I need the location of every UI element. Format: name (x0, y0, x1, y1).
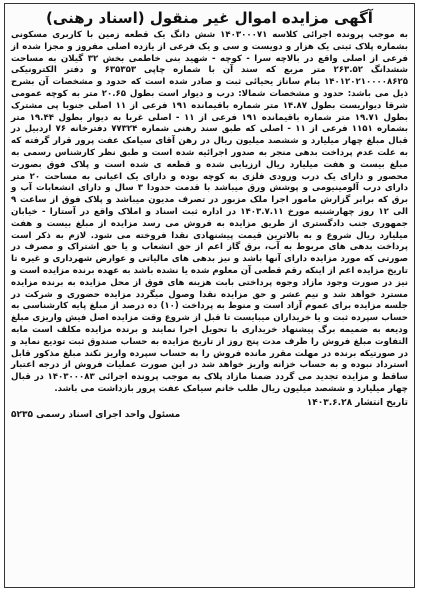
publish-date: تاریخ انتشار ۱۴۰۳.۶.۲۸ (306, 397, 408, 408)
signature: مسئول واحد اجرای اسناد رسمی ۵۲۳۵ (11, 409, 181, 420)
notice-body: به موجب پرونده اجرائی کلاسه ۱۴۰۳۰۰۰۷۱ شش دانگ یک قطعه زمین با کاربری مسکونی بشماره پلاک ثبتی یک هزار و دویست و سی و یک فرعی از یازده اصلی مفروز و مجزا شده از فرعی از اصلی واقع در بالاچه سرا - کوچه - شهید بنی خاطمی بخش ۳۲ گیلان به مساحت ششدانگ ۲۶۳.۵۲ متر مربع که سند آن با شماره چاپی ۶۳۵۳۵۳ و دفتر الکترونیکی ۱۴۰۱۲۰۲۱۰۰۰۰۸۶۲۵ بنام ساناز یحیائی ثبت و صادر شده است که حدود و مشخصات آن بشرح ذیل می باشد: حدود و مشخصات شمالا: درب و دیوار است بطول ۲۰.۶۵ متر به کوچه عمومی شرقا دیواریست بطول ۱۴.۸۷ متر شماره باقیمانده ۱۹۱ فرعی از ۱۱ اصلی جنوبا پی مشترک بطول ۱۹.۷۱ متر شماره باقیمانده ۱۹۱ فرعی از ۱۱ - اصلی غربا به دیوار بطول ۱۹.۴۴ متر بشماره ۱۱۵۱ فرعی از ۱۱ - اصلی که طبق سند رهنی شماره ۷۷۳۲۴ دفترخانه ۷۶ اردبیل در قبال مبلغ چهار میلیارد و ششصد میلیون ریال در رهن آقای سیامک عفت پرور قرار گرفته که به علت عدم پرداخت بدهی منجر به صدور اجرائیه شده است و طبق نظر کارشناس رسمی به مبلغ بیست و هفت میلیارد ریال ارزیابی شده و قطعه ی شده است و پلاک فوق بصورت محصور و دارای یک درب ورودی فلزی به کوچه بوده و دارای یک اعیانی به مساحت ۲۰ متر دارای درب آلومینیومی و پوشش ورق میباشد با قدمت حدودا ۳ سال و دارای انشعابات آب و برق که برابر گزارش مامور اجرا ملک مزبور در تصرف مدیون میباشد و پلاک فوق از ساعت ۹ الی ۱۲ روز چهارشنبه مورخ ۱۴۰۳.۷.۱۱ در اداره ثبت اسناد و املاک واقع در آستارا - خیابان جمهوری جنب دادگستری از طریق مزایده به فروش می رسد مزایده از مبلغ بیست و هفت میلیارد ریال شروع و به بالاترین قیمت پیشنهادی نقدا فروخته می شود. لازم به ذکر است پرداخت بدهی های مربوط به آب، برق گاز اعم از حق انشعاب و یا حق اشتراک و مصرف در صورتی که مورد مزایده دارای آنها باشد و نیز بدهی های مالیاتی و عوارض شهرداری و غیره تا تاریخ مزایده اعم از اینکه رقم قطعی آن معلوم شده یا نشده باشد به عهده برنده مزایده است و نیز در صورت وجود مازاد وجوه پرداختی بابت هزینه های فوق از محل مزایده به برنده مزایده مسترد خواهد شد و نیم عشر و حق مزایده نقدا وصول میگردد مزایده حضوری و شرکت در جلسه مزایده برای عموم آزاد است و منوط به پرداخت (۱۰) ده درصد از مبلغ پایه کارشناسی به حساب سپرده ثبت و یا خریداران میبایست تا قبل از شروع وقت مزایده اصل فیش واریزی مبلغ ودیعه به ضمیمه برگ پیشنهاد خریداری با تحویل اجرا نمایند و برنده مزایده مکلف است مابه التفاوت مبلغ فروش را ظرف مدت پنج روز از تاریخ مزایده به حساب صندوق ثبت تودیع نماید و در صورتیکه برنده در مهلت مقرر مانده فروش را به حساب سپرده واریز نکند مبلغ مذکور قابل استرداد نبوده و به حساب خزانه واریز خواهد شد در این صورت عملیات فروش از درجه اعتبار ساقط و مزایده تجدید می گردد ضمنا مازاد پلاک به موجب پرونده اجرائی ۱۴۰۳۰۰۰۸۳ در قبال چهار میلیارد و ششصد میلیون ریال طلب خانم سیامک عفت پرور بازداشت می باشد. (11, 30, 409, 394)
auction-notice (4, 3, 415, 588)
notice-title: آگهی مزایده اموال غیر منقول (اسناد رهنی) (46, 9, 373, 27)
notice-footer (11, 397, 408, 421)
